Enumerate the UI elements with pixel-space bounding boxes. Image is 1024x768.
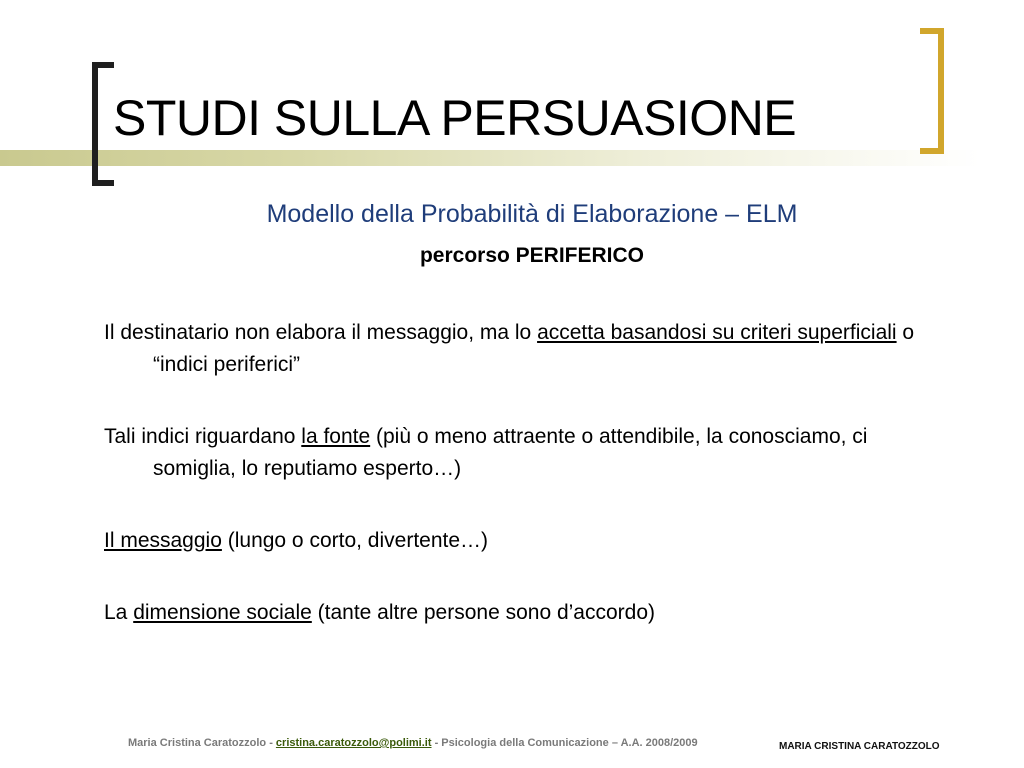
- bullet-list: [104, 317, 944, 669]
- footer-course: - Psicologia della Comunicazione – A.A. 2008/2009: [431, 737, 698, 749]
- bullet-text: (lungo o corto, divertente…): [221, 529, 489, 552]
- bullet-underlined-text: la fonte: [301, 425, 371, 448]
- footer-author: Maria Cristina Caratozzolo -: [128, 737, 276, 749]
- bullet-text: (tante altre persone sono d’accordo): [311, 601, 656, 624]
- bullet-underlined-text: dimensione sociale: [133, 601, 312, 624]
- footer-email-link[interactable]: cristina.caratozzolo@polimi.it: [275, 737, 432, 749]
- bullet-item: [104, 421, 944, 485]
- author-tag: MARIA CRISTINA CARATOZZOLO: [779, 741, 940, 752]
- bullet-text: Il destinatario non elabora il messaggio, ma lo: [104, 321, 538, 344]
- bullet-underlined-text: accetta basandosi su criteri superficiali: [537, 321, 897, 344]
- bullet-item: [104, 597, 944, 629]
- bullet-text: (più o meno attraente o attendibile, la conosciamo, ci somiglia, lo reputiamo esperto…): [153, 425, 868, 480]
- bullet-text: La: [104, 601, 134, 624]
- slide-footer: [128, 736, 698, 750]
- slide-title: STUDI SULLA PERSUASIONE: [113, 90, 797, 146]
- slide-subtitle: Modello della Probabilità di Elaborazione – ELM: [266, 200, 798, 228]
- bullet-item: [104, 525, 944, 557]
- bullet-underlined-text: Il messaggio: [104, 529, 222, 552]
- left-bracket-decoration: [92, 62, 114, 186]
- bullet-text: Tali indici riguardano: [104, 425, 302, 448]
- title-gradient-bar: [0, 150, 980, 166]
- bullet-text: o “indici periferici”: [153, 321, 915, 376]
- slide-subheading: percorso PERIFERICO: [419, 244, 645, 267]
- bullet-item: [104, 317, 944, 381]
- right-bracket-decoration: [920, 28, 944, 154]
